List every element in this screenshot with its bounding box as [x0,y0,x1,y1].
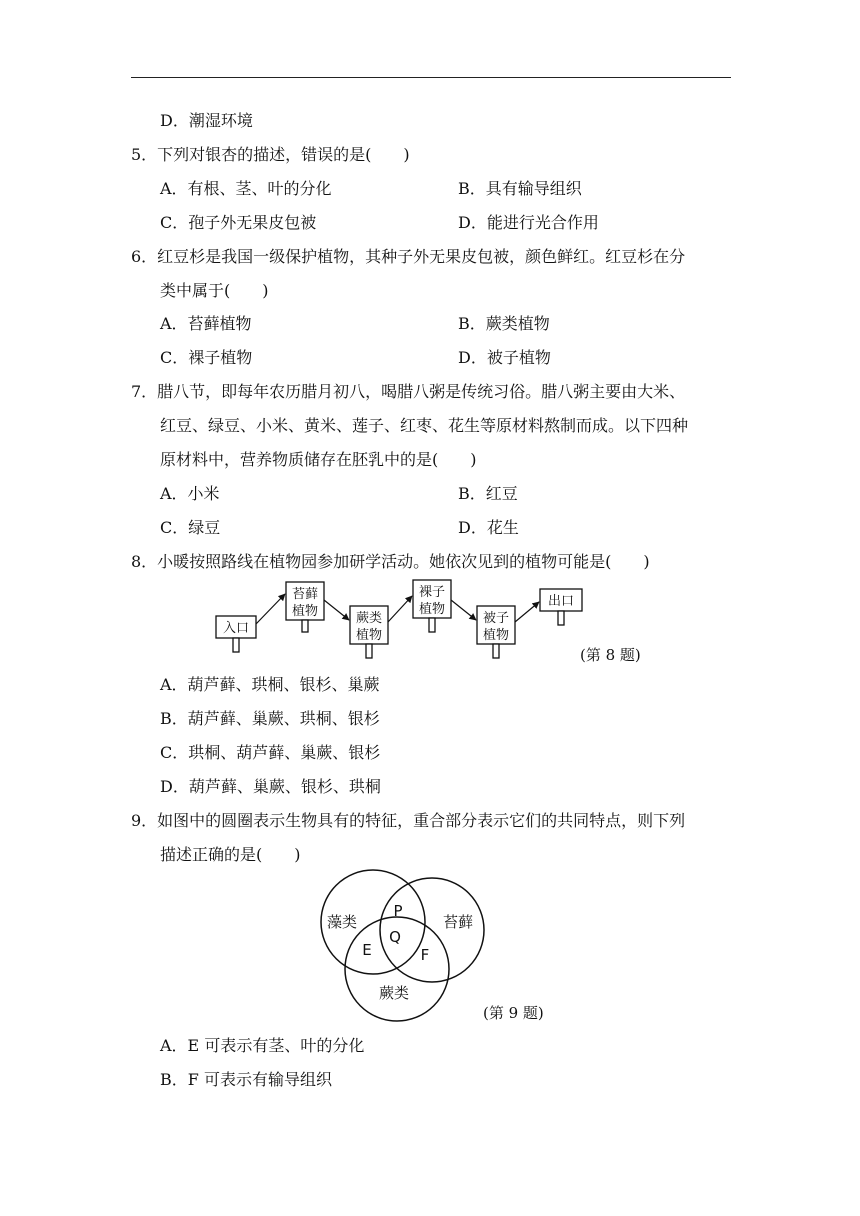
entrance-post [233,638,239,652]
q7-stem-line3: 原材料中，营养物质储存在胚乳中的是( ) [160,450,477,469]
q6-stem-line1: 6．红豆杉是我国一级保护植物，其种子外无果皮包被，颜色鲜红。红豆杉在分 [131,247,686,266]
algae-label: 藻类 [326,913,358,931]
route-arrow-5 [515,602,539,622]
q4-option-d: D．潮湿环境 [160,111,253,130]
q8-option-c: C．珙桐、葫芦藓、巢蕨、银杉 [160,743,381,762]
q8-route-diagram [200,572,600,664]
sign4-line2: 植物 [482,628,510,643]
exit-label: 出口 [547,594,575,609]
q5-option-a: A．有根、茎、叶的分化 [160,179,332,198]
q6-option-c: C．裸子植物 [160,348,253,367]
sign3-line2: 植物 [418,602,446,617]
q8-option-b: B．葫芦藓、巢蕨、珙桐、银杉 [160,709,380,728]
q7-option-c: C．绿豆 [160,518,221,537]
gymnosperm-post [429,618,435,632]
fern-label: 蕨类 [378,984,410,1002]
q8-option-a: A．葫芦藓、珙桐、银杉、巢蕨 [160,675,380,694]
q8-caption: (第 8 题) [580,646,641,664]
q9-stem-line2: 描述正确的是( ) [160,845,301,864]
q5-option-b: B．具有输导组织 [458,179,582,198]
header-rule [131,77,731,78]
q5-stem: 5．下列对银杏的描述，错误的是( ) [131,145,410,164]
q9-option-b: B．F 可表示有输导组织 [160,1070,332,1089]
q8-stem: 8．小暖按照路线在植物园参加研学活动。她依次见到的植物可能是( ) [131,552,650,571]
sign4-line1: 被子 [482,611,510,626]
entrance-label: 入口 [222,621,250,636]
region-f-label: F [420,946,430,964]
q7-stem-line1: 7．腊八节，即每年农历腊月初八，喝腊八粥是传统习俗。腊八粥主要由大米、 [131,382,686,401]
sign3-line1: 裸子 [418,585,446,600]
moss-post [302,620,308,632]
route-arrow-2 [324,600,349,620]
moss-label: 苔藓 [442,913,474,931]
sign2-line2: 植物 [355,628,383,643]
q5-option-c: C．孢子外无果皮包被 [160,213,317,232]
sign1-line1: 苔藓 [291,587,319,602]
q5-option-d: D．能进行光合作用 [458,213,599,232]
q9-caption: (第 9 题) [483,1004,544,1022]
q9-option-a: A．E 可表示有茎、叶的分化 [160,1036,365,1055]
q7-option-d: D．花生 [458,518,519,537]
region-p-label: P [393,902,403,920]
q6-option-a: A．苔藓植物 [160,314,252,333]
q6-option-b: B．蕨类植物 [458,314,550,333]
route-arrow-1 [256,594,285,624]
q8-option-d: D．葫芦藓、巢蕨、银杉、珙桐 [160,777,381,796]
region-q-label: Q [389,928,401,946]
q7-option-b: B．红豆 [458,484,518,503]
q6-option-d: D．被子植物 [458,348,551,367]
q6-stem-line2: 类中属于( ) [160,281,269,300]
angiosperm-post [493,644,499,658]
exit-post [558,611,564,625]
q9-stem-line1: 9．如图中的圆圈表示生物具有的特征，重合部分表示它们的共同特点，则下列 [131,811,686,830]
sign1-line2: 植物 [291,604,319,619]
q7-stem-line2: 红豆、绿豆、小米、黄米、莲子、红枣、花生等原材料熬制而成。以下四种 [160,416,689,435]
route-arrow-4 [451,600,476,620]
route-arrow-3 [388,596,412,622]
q9-venn-diagram [300,866,500,1026]
fern-post [366,644,372,658]
region-e-label: E [362,941,372,959]
q7-option-a: A．小米 [160,484,220,503]
sign2-line1: 蕨类 [355,611,383,626]
